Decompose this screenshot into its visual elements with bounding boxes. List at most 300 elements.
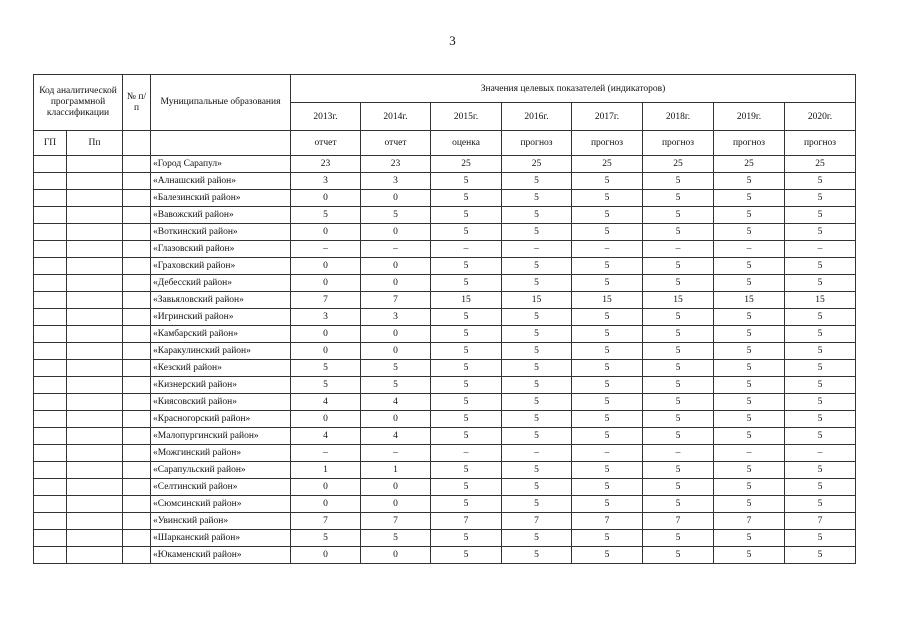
gp-cell bbox=[34, 479, 67, 496]
value-cell: 5 bbox=[714, 343, 785, 360]
gp-cell bbox=[34, 411, 67, 428]
table-row bbox=[34, 275, 856, 292]
value-cell: 5 bbox=[502, 190, 572, 207]
municipality-name: «Сарапульский район» bbox=[151, 462, 291, 479]
table-header bbox=[34, 75, 856, 156]
header-year: 2016г. bbox=[502, 103, 572, 131]
value-cell: 5 bbox=[785, 496, 856, 513]
municipality-name: «Малопургинский район» bbox=[151, 428, 291, 445]
value-cell: 5 bbox=[502, 207, 572, 224]
pp-cell bbox=[67, 394, 123, 411]
value-cell: 3 bbox=[291, 309, 361, 326]
value-cell: 5 bbox=[572, 360, 643, 377]
value-cell: 15 bbox=[502, 292, 572, 309]
value-cell: 0 bbox=[291, 479, 361, 496]
value-cell: 3 bbox=[291, 173, 361, 190]
value-cell: 5 bbox=[714, 190, 785, 207]
header-type: прогноз bbox=[643, 131, 714, 156]
gp-cell bbox=[34, 343, 67, 360]
pp-cell bbox=[67, 513, 123, 530]
value-cell: 0 bbox=[291, 258, 361, 275]
value-cell: 5 bbox=[643, 258, 714, 275]
page-number: 3 bbox=[449, 33, 456, 48]
num-cell bbox=[123, 377, 151, 394]
municipality-name: «Сюмсинский район» bbox=[151, 496, 291, 513]
pp-cell bbox=[67, 428, 123, 445]
value-cell: – bbox=[502, 445, 572, 462]
header-values-title: Значения целевых показателей (индикаторов) bbox=[291, 75, 856, 103]
municipality-name: «Алнашский район» bbox=[151, 173, 291, 190]
num-cell bbox=[123, 207, 151, 224]
value-cell: 0 bbox=[291, 224, 361, 241]
value-cell: 5 bbox=[785, 411, 856, 428]
gp-cell bbox=[34, 377, 67, 394]
value-cell: 7 bbox=[361, 513, 431, 530]
header-gp: ГП bbox=[34, 131, 67, 156]
pp-cell bbox=[67, 377, 123, 394]
value-cell: 5 bbox=[714, 377, 785, 394]
municipality-name: «Шарканский район» bbox=[151, 530, 291, 547]
value-cell: 5 bbox=[431, 326, 502, 343]
municipality-name: «Завьяловский район» bbox=[151, 292, 291, 309]
value-cell: 5 bbox=[643, 377, 714, 394]
value-cell: – bbox=[785, 241, 856, 258]
value-cell: 5 bbox=[431, 428, 502, 445]
value-cell: 5 bbox=[431, 394, 502, 411]
pp-cell bbox=[67, 462, 123, 479]
num-cell bbox=[123, 292, 151, 309]
municipality-name: «Игринский район» bbox=[151, 309, 291, 326]
header-type: отчет bbox=[361, 131, 431, 156]
municipality-name: «Камбарский район» bbox=[151, 326, 291, 343]
value-cell: 5 bbox=[502, 479, 572, 496]
value-cell: 25 bbox=[502, 156, 572, 173]
header-num: № п/п bbox=[123, 75, 151, 131]
table-row bbox=[34, 173, 856, 190]
gp-cell bbox=[34, 275, 67, 292]
value-cell: – bbox=[431, 445, 502, 462]
value-cell: 0 bbox=[291, 411, 361, 428]
value-cell: 5 bbox=[502, 547, 572, 564]
value-cell: 5 bbox=[291, 377, 361, 394]
value-cell: 5 bbox=[572, 343, 643, 360]
value-cell: 0 bbox=[361, 275, 431, 292]
value-cell: 5 bbox=[572, 173, 643, 190]
table-row bbox=[34, 530, 856, 547]
value-cell: 5 bbox=[643, 224, 714, 241]
num-cell bbox=[123, 326, 151, 343]
municipality-name: «Вавожский район» bbox=[151, 207, 291, 224]
value-cell: 5 bbox=[572, 258, 643, 275]
value-cell: 0 bbox=[361, 496, 431, 513]
value-cell: 0 bbox=[361, 411, 431, 428]
num-cell bbox=[123, 173, 151, 190]
value-cell: 5 bbox=[785, 530, 856, 547]
value-cell: 5 bbox=[291, 530, 361, 547]
pp-cell bbox=[67, 173, 123, 190]
value-cell: 5 bbox=[714, 479, 785, 496]
value-cell: – bbox=[714, 241, 785, 258]
value-cell: 7 bbox=[431, 513, 502, 530]
table-body bbox=[34, 156, 856, 564]
pp-cell bbox=[67, 411, 123, 428]
gp-cell bbox=[34, 241, 67, 258]
value-cell: 5 bbox=[785, 190, 856, 207]
value-cell: 5 bbox=[572, 190, 643, 207]
value-cell: 5 bbox=[785, 377, 856, 394]
value-cell: 7 bbox=[714, 513, 785, 530]
value-cell: 5 bbox=[431, 309, 502, 326]
gp-cell bbox=[34, 173, 67, 190]
value-cell: 5 bbox=[785, 394, 856, 411]
value-cell: 5 bbox=[431, 207, 502, 224]
gp-cell bbox=[34, 156, 67, 173]
value-cell: 5 bbox=[572, 496, 643, 513]
value-cell: 5 bbox=[572, 479, 643, 496]
header-num-blank bbox=[123, 131, 151, 156]
value-cell: 5 bbox=[572, 309, 643, 326]
value-cell: 5 bbox=[572, 377, 643, 394]
table-row bbox=[34, 207, 856, 224]
gp-cell bbox=[34, 190, 67, 207]
value-cell: 3 bbox=[361, 173, 431, 190]
value-cell: – bbox=[643, 445, 714, 462]
table-row bbox=[34, 377, 856, 394]
value-cell: 5 bbox=[643, 428, 714, 445]
num-cell bbox=[123, 530, 151, 547]
num-cell bbox=[123, 411, 151, 428]
pp-cell bbox=[67, 292, 123, 309]
value-cell: 5 bbox=[714, 428, 785, 445]
header-municipality: Муниципальные образования bbox=[151, 75, 291, 131]
value-cell: 5 bbox=[431, 258, 502, 275]
value-cell: 4 bbox=[361, 428, 431, 445]
num-cell bbox=[123, 445, 151, 462]
value-cell: 25 bbox=[431, 156, 502, 173]
value-cell: 5 bbox=[714, 360, 785, 377]
value-cell: 5 bbox=[643, 411, 714, 428]
value-cell: 0 bbox=[361, 224, 431, 241]
num-cell bbox=[123, 462, 151, 479]
value-cell: 5 bbox=[572, 224, 643, 241]
value-cell: 7 bbox=[572, 513, 643, 530]
value-cell: 5 bbox=[714, 309, 785, 326]
municipality-name: «Селтинский район» bbox=[151, 479, 291, 496]
num-cell bbox=[123, 241, 151, 258]
value-cell: 5 bbox=[643, 326, 714, 343]
value-cell: 5 bbox=[502, 496, 572, 513]
table-row bbox=[34, 496, 856, 513]
value-cell: 23 bbox=[291, 156, 361, 173]
value-cell: 5 bbox=[572, 207, 643, 224]
value-cell: 5 bbox=[785, 428, 856, 445]
table-row bbox=[34, 343, 856, 360]
pp-cell bbox=[67, 241, 123, 258]
value-cell: – bbox=[572, 445, 643, 462]
value-cell: – bbox=[291, 445, 361, 462]
table-row bbox=[34, 411, 856, 428]
value-cell: 5 bbox=[572, 394, 643, 411]
value-cell: 5 bbox=[714, 224, 785, 241]
value-cell: 4 bbox=[291, 428, 361, 445]
header-year: 2013г. bbox=[291, 103, 361, 131]
pp-cell bbox=[67, 445, 123, 462]
pp-cell bbox=[67, 207, 123, 224]
value-cell: 5 bbox=[643, 530, 714, 547]
value-cell: 5 bbox=[714, 275, 785, 292]
pp-cell bbox=[67, 190, 123, 207]
value-cell: 7 bbox=[785, 513, 856, 530]
value-cell: – bbox=[502, 241, 572, 258]
municipality-name: «Увинский район» bbox=[151, 513, 291, 530]
value-cell: 5 bbox=[643, 275, 714, 292]
gp-cell bbox=[34, 360, 67, 377]
value-cell: 0 bbox=[361, 479, 431, 496]
pp-cell bbox=[67, 360, 123, 377]
value-cell: 5 bbox=[431, 377, 502, 394]
municipality-name: «Юкаменский район» bbox=[151, 547, 291, 564]
value-cell: 5 bbox=[572, 547, 643, 564]
value-cell: 5 bbox=[361, 207, 431, 224]
municipality-name: «Воткинский район» bbox=[151, 224, 291, 241]
header-year: 2019г. bbox=[714, 103, 785, 131]
table-row bbox=[34, 479, 856, 496]
num-cell bbox=[123, 190, 151, 207]
value-cell: 5 bbox=[785, 479, 856, 496]
value-cell: 5 bbox=[431, 479, 502, 496]
table-row bbox=[34, 241, 856, 258]
value-cell: 5 bbox=[431, 224, 502, 241]
value-cell: 5 bbox=[714, 462, 785, 479]
municipality-name: «Кезский район» bbox=[151, 360, 291, 377]
value-cell: 5 bbox=[431, 343, 502, 360]
value-cell: 5 bbox=[502, 258, 572, 275]
value-cell: – bbox=[714, 445, 785, 462]
value-cell: 5 bbox=[643, 207, 714, 224]
gp-cell bbox=[34, 496, 67, 513]
value-cell: 5 bbox=[502, 530, 572, 547]
gp-cell bbox=[34, 326, 67, 343]
value-cell: 5 bbox=[502, 360, 572, 377]
value-cell: 5 bbox=[502, 275, 572, 292]
value-cell: 5 bbox=[291, 360, 361, 377]
value-cell: – bbox=[785, 445, 856, 462]
num-cell bbox=[123, 224, 151, 241]
value-cell: 7 bbox=[291, 513, 361, 530]
table-row bbox=[34, 462, 856, 479]
gp-cell bbox=[34, 513, 67, 530]
table-row bbox=[34, 156, 856, 173]
pp-cell bbox=[67, 530, 123, 547]
value-cell: 0 bbox=[291, 326, 361, 343]
value-cell: 5 bbox=[714, 547, 785, 564]
num-cell bbox=[123, 547, 151, 564]
pp-cell bbox=[67, 496, 123, 513]
value-cell: 25 bbox=[785, 156, 856, 173]
value-cell: 5 bbox=[361, 530, 431, 547]
value-cell: 7 bbox=[502, 513, 572, 530]
value-cell: 5 bbox=[785, 360, 856, 377]
value-cell: – bbox=[572, 241, 643, 258]
value-cell: 5 bbox=[572, 326, 643, 343]
value-cell: 5 bbox=[785, 173, 856, 190]
value-cell: 15 bbox=[785, 292, 856, 309]
table-row bbox=[34, 258, 856, 275]
value-cell: 5 bbox=[714, 207, 785, 224]
value-cell: 5 bbox=[643, 190, 714, 207]
value-cell: 5 bbox=[572, 530, 643, 547]
value-cell: 5 bbox=[431, 360, 502, 377]
table-row bbox=[34, 360, 856, 377]
num-cell bbox=[123, 156, 151, 173]
pp-cell bbox=[67, 224, 123, 241]
value-cell: 7 bbox=[643, 513, 714, 530]
indicators-table bbox=[33, 74, 856, 564]
pp-cell bbox=[67, 258, 123, 275]
gp-cell bbox=[34, 428, 67, 445]
header-types-row bbox=[34, 131, 856, 156]
value-cell: 1 bbox=[361, 462, 431, 479]
header-year: 2020г. bbox=[785, 103, 856, 131]
value-cell: 0 bbox=[361, 326, 431, 343]
value-cell: – bbox=[361, 445, 431, 462]
value-cell: 0 bbox=[291, 547, 361, 564]
value-cell: 5 bbox=[714, 496, 785, 513]
table-row bbox=[34, 309, 856, 326]
value-cell: 5 bbox=[502, 309, 572, 326]
value-cell: 5 bbox=[714, 173, 785, 190]
value-cell: 5 bbox=[361, 377, 431, 394]
value-cell: 5 bbox=[502, 428, 572, 445]
value-cell: 5 bbox=[572, 411, 643, 428]
num-cell bbox=[123, 394, 151, 411]
header-year: 2018г. bbox=[643, 103, 714, 131]
num-cell bbox=[123, 496, 151, 513]
value-cell: 7 bbox=[361, 292, 431, 309]
value-cell: 5 bbox=[502, 343, 572, 360]
value-cell: 5 bbox=[502, 326, 572, 343]
header-pp: Пп bbox=[67, 131, 123, 156]
num-cell bbox=[123, 309, 151, 326]
value-cell: 15 bbox=[431, 292, 502, 309]
value-cell: – bbox=[431, 241, 502, 258]
municipality-name: «Киясовский район» bbox=[151, 394, 291, 411]
municipality-name: «Кизнерский район» bbox=[151, 377, 291, 394]
value-cell: 0 bbox=[291, 343, 361, 360]
value-cell: – bbox=[643, 241, 714, 258]
value-cell: 25 bbox=[572, 156, 643, 173]
value-cell: 5 bbox=[785, 207, 856, 224]
value-cell: 0 bbox=[291, 275, 361, 292]
municipality-name: «Красногорский район» bbox=[151, 411, 291, 428]
value-cell: 0 bbox=[361, 190, 431, 207]
value-cell: 1 bbox=[291, 462, 361, 479]
num-cell bbox=[123, 428, 151, 445]
value-cell: 5 bbox=[291, 207, 361, 224]
header-type: отчет bbox=[291, 131, 361, 156]
value-cell: 5 bbox=[785, 224, 856, 241]
value-cell: 5 bbox=[572, 275, 643, 292]
num-cell bbox=[123, 479, 151, 496]
header-code-group: Код аналитической программной классификации bbox=[34, 75, 123, 131]
value-cell: – bbox=[291, 241, 361, 258]
gp-cell bbox=[34, 530, 67, 547]
table-row bbox=[34, 428, 856, 445]
value-cell: 0 bbox=[361, 258, 431, 275]
value-cell: 5 bbox=[502, 394, 572, 411]
gp-cell bbox=[34, 309, 67, 326]
value-cell: 5 bbox=[643, 360, 714, 377]
value-cell: 5 bbox=[785, 343, 856, 360]
value-cell: 0 bbox=[291, 496, 361, 513]
municipality-name: «Граховский район» bbox=[151, 258, 291, 275]
municipality-name: «Город Сарапул» bbox=[151, 156, 291, 173]
value-cell: 4 bbox=[291, 394, 361, 411]
pp-cell bbox=[67, 275, 123, 292]
table-row bbox=[34, 190, 856, 207]
num-cell bbox=[123, 258, 151, 275]
value-cell: 5 bbox=[714, 394, 785, 411]
value-cell: 5 bbox=[431, 275, 502, 292]
municipality-name: «Дебесский район» bbox=[151, 275, 291, 292]
gp-cell bbox=[34, 394, 67, 411]
value-cell: 5 bbox=[431, 530, 502, 547]
header-year: 2017г. bbox=[572, 103, 643, 131]
value-cell: 25 bbox=[643, 156, 714, 173]
num-cell bbox=[123, 343, 151, 360]
gp-cell bbox=[34, 462, 67, 479]
table-row bbox=[34, 513, 856, 530]
pp-cell bbox=[67, 156, 123, 173]
value-cell: 5 bbox=[502, 411, 572, 428]
gp-cell bbox=[34, 292, 67, 309]
header-muni-blank bbox=[151, 131, 291, 156]
value-cell: 5 bbox=[714, 326, 785, 343]
num-cell bbox=[123, 360, 151, 377]
value-cell: 5 bbox=[785, 309, 856, 326]
value-cell: 5 bbox=[502, 224, 572, 241]
value-cell: – bbox=[361, 241, 431, 258]
header-type: прогноз bbox=[502, 131, 572, 156]
gp-cell bbox=[34, 258, 67, 275]
value-cell: 0 bbox=[361, 343, 431, 360]
value-cell: 5 bbox=[431, 173, 502, 190]
pp-cell bbox=[67, 309, 123, 326]
value-cell: 5 bbox=[643, 394, 714, 411]
value-cell: 5 bbox=[431, 547, 502, 564]
value-cell: 3 bbox=[361, 309, 431, 326]
table-row bbox=[34, 547, 856, 564]
value-cell: 0 bbox=[361, 547, 431, 564]
value-cell: 5 bbox=[714, 530, 785, 547]
value-cell: 5 bbox=[572, 462, 643, 479]
value-cell: 5 bbox=[785, 547, 856, 564]
value-cell: 4 bbox=[361, 394, 431, 411]
header-type: прогноз bbox=[714, 131, 785, 156]
gp-cell bbox=[34, 547, 67, 564]
value-cell: 5 bbox=[431, 496, 502, 513]
header-year: 2014г. bbox=[361, 103, 431, 131]
gp-cell bbox=[34, 224, 67, 241]
value-cell: 5 bbox=[714, 258, 785, 275]
pp-cell bbox=[67, 343, 123, 360]
value-cell: 5 bbox=[431, 462, 502, 479]
gp-cell bbox=[34, 445, 67, 462]
table-row bbox=[34, 224, 856, 241]
table-row bbox=[34, 394, 856, 411]
value-cell: 5 bbox=[643, 496, 714, 513]
value-cell: 5 bbox=[502, 377, 572, 394]
